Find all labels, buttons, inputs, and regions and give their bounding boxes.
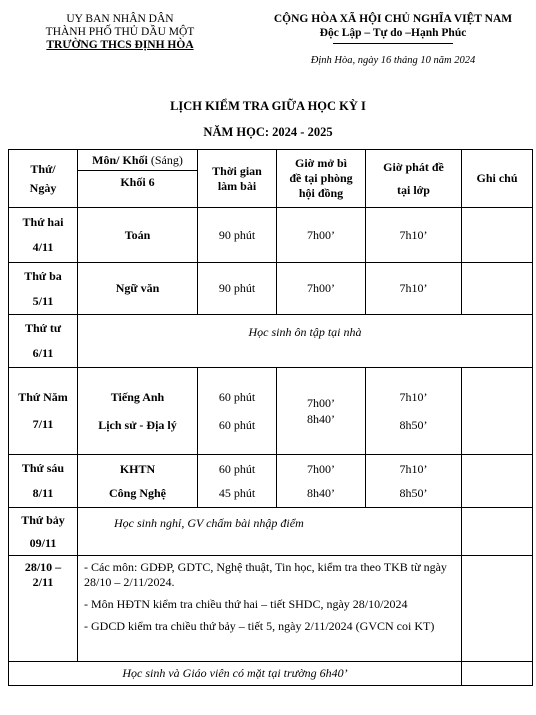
day-cell: Thứ tư 6/11: [9, 315, 78, 368]
day-cell: Thứ bảy 09/11: [9, 508, 78, 556]
notes-cell: [462, 662, 533, 686]
motto-underline: [333, 43, 453, 44]
national-motto: Độc Lập – Tự do –Hạnh Phúc: [319, 27, 467, 39]
open-time-cell: 7h00’ 8h40’: [277, 455, 366, 508]
header-duration: Thời gian làm bài: [198, 150, 277, 208]
notes-cell: [462, 508, 533, 556]
header-distribution-time: Giờ phát đề tại lớp: [366, 150, 462, 208]
table-row: [9, 455, 533, 508]
duration-cell: 60 phút 45 phút: [198, 455, 277, 508]
duration-cell: 60 phút 60 phút: [198, 368, 277, 455]
distribution-time-cell: 7h10’: [366, 263, 462, 315]
header-row: [9, 150, 533, 171]
issuer-block: [0, 13, 240, 52]
day-cell: Thứ Năm 7/11: [9, 368, 78, 455]
issuer-line1: UY BAN NHÂN DÂN: [66, 13, 174, 25]
notes-cell: [462, 455, 533, 508]
national-header: [250, 13, 536, 66]
document-title: LỊCH KIỂM TRA GIỮA HỌC KỲ I: [170, 99, 366, 113]
notes-cell: [462, 208, 533, 263]
note-line: - Các môn: GDĐP, GDTC, Nghệ thuật, Tin học, kiểm tra theo TKB từ ngày 28/10 – 2/11/2024.: [84, 560, 447, 589]
distribution-time-cell: 7h10’: [366, 208, 462, 263]
note-line: - Môn HĐTN kiểm tra chiều thứ hai – tiết SHDC, ngày 28/10/2024: [84, 597, 408, 611]
subject-cell: KHTN Công Nghệ: [78, 455, 198, 508]
school-year: NĂM HỌC: 2024 - 2025: [203, 125, 333, 139]
table-row: [9, 368, 533, 455]
subject-cell: Toán: [78, 208, 198, 263]
footer-note: Học sinh và Giáo viên có mặt tại trường 6h40’: [9, 662, 462, 686]
header-subject: Môn/ Khối (Sáng): [78, 150, 198, 171]
other-subjects-notes: [78, 556, 462, 662]
open-time-cell: 7h00’: [277, 263, 366, 315]
day-cell: 28/10 – 2/11: [9, 556, 78, 662]
school-name: TRƯỜNG THCS ĐỊNH HÒA: [46, 39, 194, 51]
header-notes: Ghi chú: [462, 150, 533, 208]
table-row: [9, 208, 533, 263]
notes-cell: [462, 556, 533, 662]
national-title: CỘNG HÒA XÃ HỘI CHỦ NGHĨA VIỆT NAM: [273, 13, 513, 25]
duration-cell: 90 phút: [198, 208, 277, 263]
subject-cell: Ngữ văn: [78, 263, 198, 315]
duration-cell: 90 phút: [198, 263, 277, 315]
day-message: Học sinh nghỉ, GV chấm bài nhập điểm: [78, 508, 462, 556]
note-line: - GDCD kiểm tra chiều thứ bảy – tiết 5, ngày 2/11/2024 (GVCN coi KT): [84, 619, 435, 633]
open-time-cell: 7h00’ 8h40’: [277, 368, 366, 455]
day-message: Học sinh ôn tập tại nhà: [78, 315, 533, 368]
notes-cell: [462, 263, 533, 315]
issuer-line2: THÀNH PHỐ THỦ DẦU MỘT: [45, 26, 195, 38]
distribution-time-cell: 7h10’ 8h50’: [366, 368, 462, 455]
document-date: Định Hòa, ngày 16 tháng 10 năm 2024: [310, 55, 476, 66]
header-day: Thứ/ Ngày: [9, 150, 78, 208]
table-row: [9, 263, 533, 315]
exam-schedule-table: [8, 149, 533, 686]
open-time-cell: 7h00’: [277, 208, 366, 263]
day-cell: Thứ sáu 8/11: [9, 455, 78, 508]
subject-cell: Tiếng Anh Lịch sử - Địa lý: [78, 368, 198, 455]
distribution-time-cell: 7h10’ 8h50’: [366, 455, 462, 508]
day-cell: Thứ hai 4/11: [9, 208, 78, 263]
footer-row: [9, 662, 533, 686]
table-row: [9, 315, 533, 368]
notes-cell: [462, 368, 533, 455]
table-row: [9, 556, 533, 662]
header-grade: Khối 6: [78, 171, 198, 208]
header-open-time: Giờ mở bì đề tại phòng hội đồng: [277, 150, 366, 208]
day-cell: Thứ ba 5/11: [9, 263, 78, 315]
table-row: [9, 508, 533, 556]
